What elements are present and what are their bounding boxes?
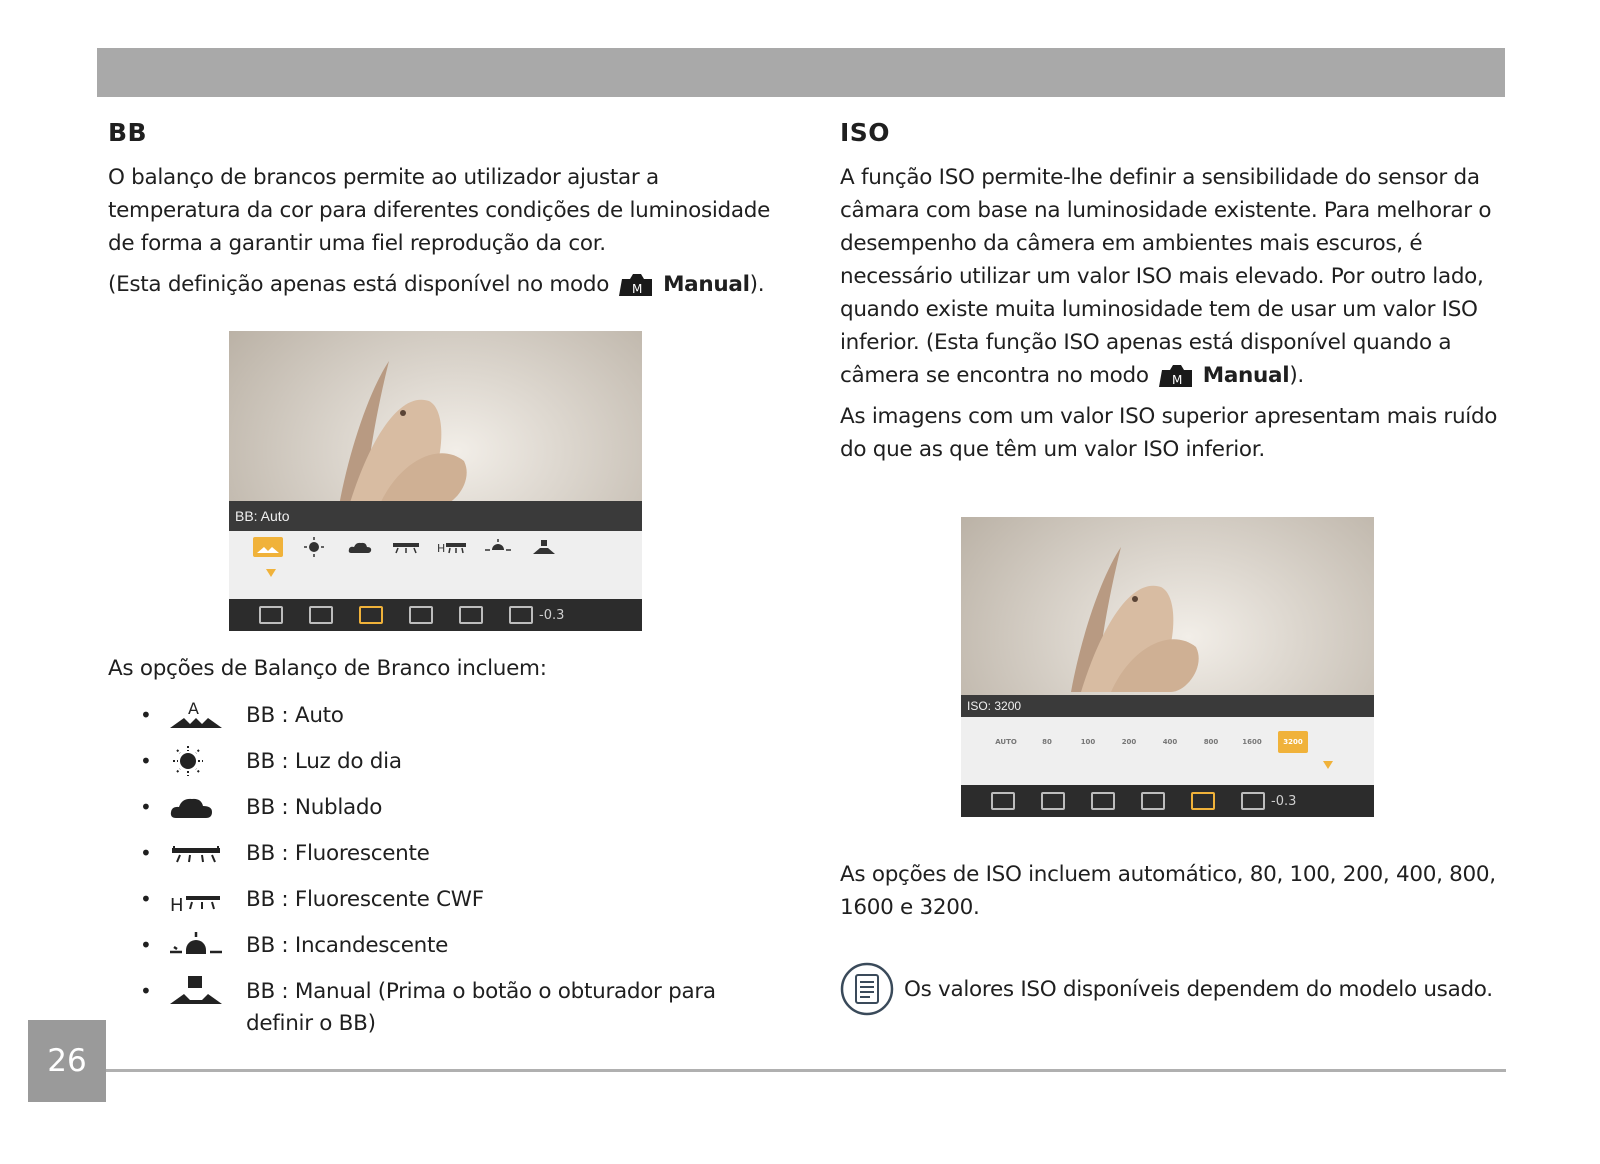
wb-option-manual: BB : Manual (Prima o botão o obturador para definir o BB) bbox=[246, 979, 716, 1036]
manual-mode-name: Manual bbox=[1202, 363, 1290, 388]
wb-camera-screen bbox=[229, 331, 642, 631]
screen-wb-fluorescent-cwf-icon[interactable] bbox=[437, 537, 467, 557]
bullet: • bbox=[140, 933, 152, 957]
screen-size-icon[interactable] bbox=[309, 606, 333, 624]
wb-section bbox=[108, 118, 774, 301]
iso-note-text: Os valores ISO disponíveis dependem do modelo usado. bbox=[904, 976, 1493, 1002]
screen-wb-daylight-icon[interactable] bbox=[299, 537, 329, 557]
wb-cloudy-icon bbox=[168, 792, 230, 822]
screen-wb-status-icon[interactable] bbox=[1091, 792, 1115, 810]
svg-text:H: H bbox=[170, 895, 184, 914]
wb-manual-icon bbox=[168, 976, 230, 1006]
bullet: • bbox=[140, 841, 152, 865]
iso-noise-note: As imagens com um valor ISO superior apresentam mais ruído do que as que têm um valor ISO inferior. bbox=[840, 404, 1498, 462]
wb-auto-icon bbox=[168, 700, 230, 730]
screen-size-icon[interactable] bbox=[1041, 792, 1065, 810]
screen-wb-auto-icon[interactable] bbox=[253, 537, 283, 557]
svg-text:A: A bbox=[188, 700, 199, 718]
screen-quality-icon[interactable] bbox=[409, 606, 433, 624]
iso-option-1600[interactable]: 1600 bbox=[1242, 738, 1262, 746]
wb-availability-note bbox=[108, 268, 774, 301]
iso-section bbox=[840, 118, 1500, 466]
iso-description-suffix: ). bbox=[1289, 363, 1304, 388]
screen-label-bar: ISO: 3200 bbox=[961, 695, 1374, 717]
camera-icon-letter: M bbox=[1171, 373, 1182, 387]
iso-option-auto[interactable]: AUTO bbox=[995, 738, 1017, 746]
list-item bbox=[140, 884, 746, 930]
screen-mode-icon[interactable] bbox=[991, 792, 1015, 810]
wb-fluorescent-cwf-icon bbox=[168, 884, 230, 914]
screen-iso-status-icon[interactable] bbox=[1191, 792, 1215, 810]
iso-camera-screen bbox=[961, 517, 1374, 817]
screen-ev-value: -0.3 bbox=[1271, 793, 1297, 809]
bullet: • bbox=[140, 749, 152, 773]
wb-option-fluorescent: BB : Fluorescente bbox=[246, 841, 430, 866]
screen-bottom-bar bbox=[229, 599, 642, 631]
camera-icon-letter: M bbox=[632, 282, 643, 296]
wb-availability-suffix: ). bbox=[749, 272, 765, 297]
bullet: • bbox=[140, 703, 152, 727]
svg-text:H: H bbox=[437, 542, 446, 554]
wb-incandescent-icon bbox=[168, 930, 230, 960]
screen-ev-icon[interactable] bbox=[1241, 792, 1265, 810]
iso-heading: ISO bbox=[840, 118, 891, 147]
wb-heading: BB bbox=[108, 118, 148, 147]
footer-divider bbox=[106, 1069, 1506, 1072]
screen-iso-status-icon[interactable] bbox=[459, 606, 483, 624]
manual-mode-camera-icon bbox=[1159, 362, 1195, 388]
screen-wb-fluorescent-icon[interactable] bbox=[391, 537, 421, 557]
screen-wb-incandescent-icon[interactable] bbox=[483, 537, 513, 557]
iso-description bbox=[840, 161, 1500, 392]
iso-option-200[interactable]: 200 bbox=[1121, 738, 1137, 746]
iso-option-80[interactable]: 80 bbox=[1042, 738, 1052, 746]
wb-option-auto: BB : Auto bbox=[246, 703, 344, 728]
screen-wb-manual-icon[interactable] bbox=[529, 537, 559, 557]
list-item bbox=[140, 746, 746, 792]
wb-option-daylight: BB : Luz do dia bbox=[246, 749, 402, 774]
wb-description: O balanço de brancos permite ao utilizador ajustar a temperatura da cor para diferentes condições de luminosidade de forma a garantir uma fiel reprodução da cor. bbox=[108, 165, 771, 256]
bullet: • bbox=[140, 979, 152, 1003]
manual-mode-name: Manual bbox=[663, 272, 750, 297]
iso-option-400[interactable]: 400 bbox=[1162, 738, 1178, 746]
screen-wb-status-icon[interactable] bbox=[359, 606, 383, 624]
screen-mode-icon[interactable] bbox=[259, 606, 283, 624]
list-item bbox=[140, 792, 746, 838]
wb-daylight-icon bbox=[168, 746, 230, 776]
list-item bbox=[140, 838, 746, 884]
iso-option-100[interactable]: 100 bbox=[1080, 738, 1096, 746]
selection-arrow-icon bbox=[1323, 761, 1333, 769]
wb-option-fluorescent-cwf: BB : Fluorescente CWF bbox=[246, 887, 484, 912]
note-icon bbox=[840, 962, 894, 1016]
header-bar bbox=[97, 48, 1505, 97]
list-item bbox=[140, 976, 746, 1040]
screen-ev-value: -0.3 bbox=[539, 607, 565, 623]
screen-label-bar: BB: Auto bbox=[229, 501, 642, 531]
iso-option-3200[interactable]: 3200 bbox=[1278, 731, 1308, 753]
iso-options-text: As opções de ISO incluem automático, 80, 100, 200, 400, 800, 1600 e 3200. bbox=[840, 862, 1496, 920]
bullet: • bbox=[140, 795, 152, 819]
screen-bottom-bar bbox=[961, 785, 1374, 817]
wb-options-intro: As opções de Balanço de Branco incluem: bbox=[108, 656, 547, 681]
iso-option-800[interactable]: 800 bbox=[1203, 738, 1219, 746]
manual-mode-camera-icon bbox=[619, 271, 655, 297]
wb-option-incandescent: BB : Incandescente bbox=[246, 933, 449, 958]
bullet: • bbox=[140, 887, 152, 911]
screen-quality-icon[interactable] bbox=[1141, 792, 1165, 810]
selection-arrow-icon bbox=[266, 569, 276, 577]
wb-availability-prefix: (Esta definição apenas está disponível no modo bbox=[108, 272, 610, 297]
wb-options-list bbox=[140, 700, 746, 1040]
wb-fluorescent-icon bbox=[168, 838, 230, 868]
screen-ev-icon[interactable] bbox=[509, 606, 533, 624]
wb-options-bar bbox=[229, 531, 642, 599]
iso-options-bar bbox=[961, 717, 1374, 785]
page-number: 26 bbox=[28, 1020, 106, 1102]
iso-description-text: A função ISO permite-lhe definir a sensibilidade do sensor da câmara com base na luminosidade existente. Para melhorar o desempenho da câmera em ambientes mais escuros, é necessário utilizar um valor ISO mais elevado. Por outro lado, quando existe muita luminosidade tem de usar um valor ISO inferior. (Esta função ISO apenas está disponível quando a câmera se encontra no modo bbox=[840, 165, 1492, 388]
iso-note bbox=[840, 962, 1493, 1016]
list-item bbox=[140, 930, 746, 976]
wb-option-cloudy: BB : Nublado bbox=[246, 795, 383, 820]
screen-wb-cloudy-icon[interactable] bbox=[345, 537, 375, 557]
list-item bbox=[140, 700, 746, 746]
